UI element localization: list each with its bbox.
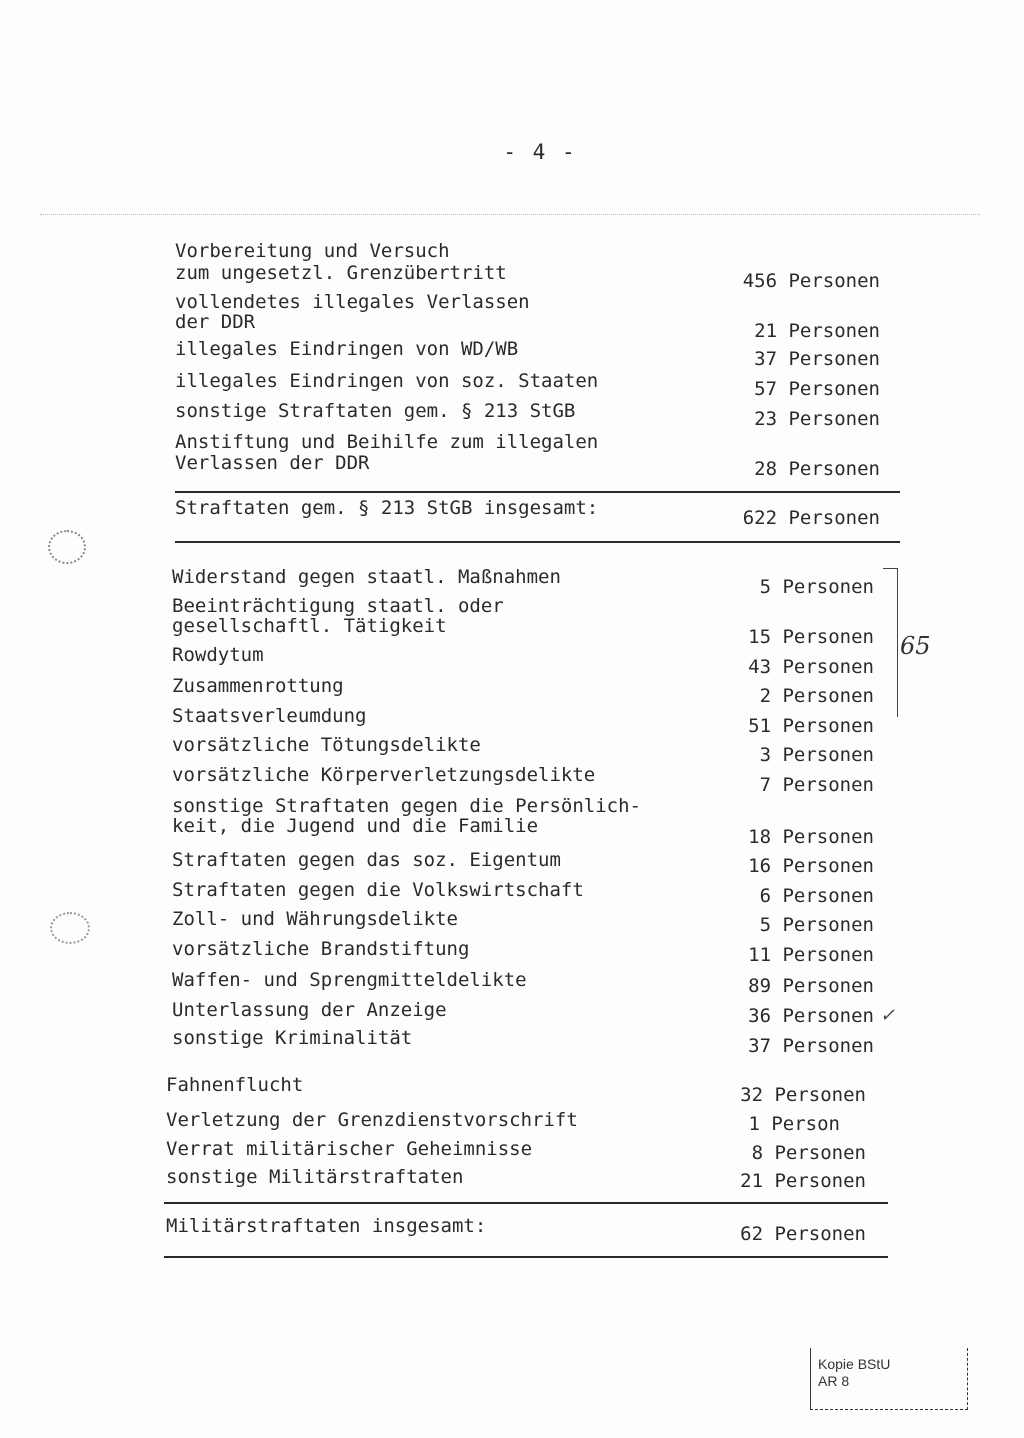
item-label: vorsätzliche Körperverletzungsdelikte [172, 764, 596, 786]
item-label: Zoll- und Währungsdelikte [172, 908, 458, 930]
item-value: 28 Personen [754, 458, 880, 480]
item-label: Verrat militärischer Geheimnisse [166, 1138, 533, 1160]
item-value: 36 Personen [748, 1005, 874, 1027]
section-other-crimes [172, 566, 887, 1056]
item-value: 456 Personen [742, 270, 880, 292]
item-value: 37 Personen [748, 1035, 874, 1057]
item-label: Fahnenflucht [166, 1074, 304, 1096]
item-label: sonstige Kriminalität [172, 1027, 413, 1049]
item-value: 5 Personen [759, 576, 874, 598]
item-label: illegales Eindringen von WD/WB [175, 338, 519, 360]
item-label: Verletzung der Grenzdienstvorschrift [166, 1109, 578, 1131]
item-value: 5 Personen [759, 914, 874, 936]
item-value: 1 Person [748, 1113, 840, 1135]
item-value: 15 Personen [748, 626, 874, 648]
item-value: 51 Personen [748, 715, 874, 737]
item-label: Vorbereitung und Versuch zum ungesetzl. Grenzübertritt [175, 240, 507, 284]
total-label: Straftaten gem. § 213 StGB insgesamt: [175, 497, 599, 519]
item-label: vorsätzliche Tötungsdelikte [172, 734, 481, 756]
archive-stamp [810, 1348, 968, 1410]
item-label: illegales Eindringen von soz. Staaten [175, 370, 599, 392]
item-value: 2 Personen [759, 685, 874, 707]
item-label: Anstiftung und Beihilfe zum illegalen Verlassen der DDR [175, 431, 599, 474]
item-value: 37 Personen [754, 348, 880, 370]
item-label: Rowdytum [172, 644, 264, 666]
total-label: Militärstraftaten insgesamt: [166, 1215, 487, 1237]
item-value: 6 Personen [759, 885, 874, 907]
item-value: 89 Personen [748, 975, 874, 997]
divider [175, 491, 900, 493]
item-value: 43 Personen [748, 656, 874, 678]
item-label: vollendetes illegales Verlassen der DDR [175, 291, 530, 333]
item-label: sonstige Militärstraftaten [166, 1166, 464, 1188]
item-value: 7 Personen [759, 774, 874, 796]
item-label: sonstige Straftaten gem. § 213 StGB [175, 400, 576, 422]
handwritten-tick-mark: ✓ [880, 1005, 896, 1026]
divider [164, 1256, 888, 1258]
item-label: Beeinträchtigung staatl. oder gesellschaftl. Tätigkeit [172, 595, 504, 637]
item-label: Unterlassung der Anzeige [172, 999, 447, 1021]
item-value: 32 Personen [740, 1084, 866, 1106]
section-border-crossing [175, 240, 890, 540]
item-label: Zusammenrottung [172, 675, 344, 697]
handwritten-annotation: 65 [900, 632, 931, 660]
stamp-line: Kopie BStU [818, 1356, 891, 1372]
scan-stain [48, 530, 86, 564]
item-label: Straftaten gegen die Volkswirtschaft [172, 879, 584, 901]
stamp-line: AR 8 [818, 1373, 850, 1389]
item-label: sonstige Straftaten gegen die Persönlich- keit, die Jugend und die Familie [172, 795, 641, 837]
item-label: Widerstand gegen staatl. Maßnahmen [172, 566, 561, 588]
divider [175, 541, 900, 543]
item-label: Staatsverleumdung [172, 705, 367, 727]
divider [164, 1202, 888, 1204]
item-label: Straftaten gegen das soz. Eigentum [172, 849, 561, 871]
total-value: 622 Personen [742, 507, 880, 529]
item-value: 18 Personen [748, 826, 874, 848]
item-label: Waffen- und Sprengmitteldelikte [172, 969, 527, 991]
item-value: 21 Personen [740, 1170, 866, 1192]
item-value: 3 Personen [759, 744, 874, 766]
item-value: 11 Personen [748, 944, 874, 966]
total-value: 62 Personen [740, 1223, 866, 1245]
item-label: vorsätzliche Brandstiftung [172, 938, 470, 960]
item-value: 23 Personen [754, 408, 880, 430]
item-value: 57 Personen [754, 378, 880, 400]
item-value: 8 Personen [751, 1142, 866, 1164]
item-value: 21 Personen [754, 320, 880, 342]
item-value: 16 Personen [748, 855, 874, 877]
page-number: - 4 - [503, 140, 577, 164]
section-military-crimes [166, 1074, 881, 1199]
handwritten-bracket [883, 568, 898, 717]
scan-stain [50, 912, 90, 944]
scan-noise-line [40, 214, 980, 215]
